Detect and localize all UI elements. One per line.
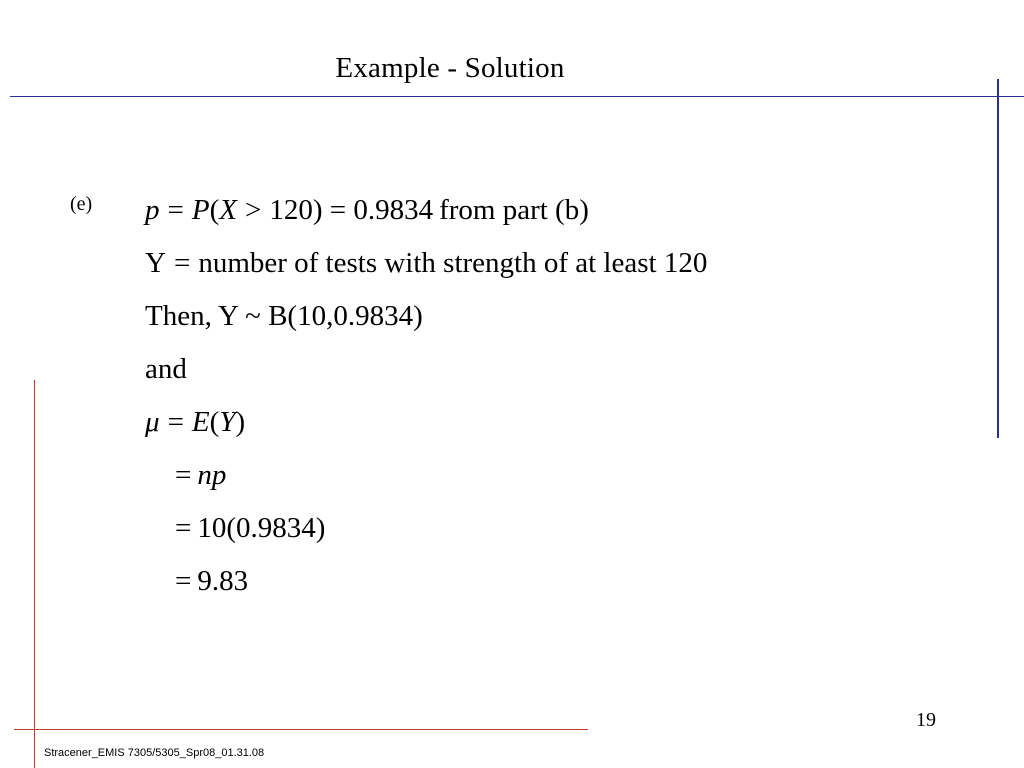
equals-sign: =: [173, 247, 191, 279]
accent-rule-horizontal: [14, 729, 588, 730]
equation-probability: [145, 196, 589, 225]
symbol-X: X: [219, 194, 237, 226]
equation-step-result: [175, 567, 248, 596]
title-rule-vertical: [997, 79, 999, 438]
probability-value: 120) = 0.9834: [269, 194, 434, 226]
equals-sign: =: [175, 459, 192, 491]
slide-title: Example - Solution: [335, 52, 565, 84]
distribution-statement: Then, Y ~ B(10,0.9834): [145, 300, 423, 332]
close-paren: ): [235, 406, 246, 438]
part-label: (e): [70, 193, 93, 215]
symbol-P: P: [191, 194, 210, 226]
equals-sign: =: [167, 194, 184, 226]
equation-step-np: [175, 461, 226, 490]
definition-text: number of tests with strength of at least 120: [198, 247, 708, 279]
expression-substitution: 10(0.9834): [197, 512, 326, 544]
symbol-p: p: [145, 194, 160, 226]
open-paren: (: [209, 194, 220, 226]
open-paren: (: [209, 406, 220, 438]
expression-np: np: [197, 459, 227, 491]
footer-text: Stracener_EMIS 7305/5305_Spr08_01.31.08: [44, 747, 265, 759]
equation-mean: [145, 408, 245, 437]
equals-sign: =: [167, 406, 184, 438]
connector-and: and: [145, 353, 187, 385]
symbol-mu: μ: [145, 406, 160, 438]
equals-sign: =: [175, 565, 192, 597]
symbol-Y: Y: [219, 406, 236, 438]
symbol-Y: Y: [145, 247, 166, 279]
accent-rule-vertical: [34, 380, 35, 768]
expression-result: 9.83: [197, 565, 249, 597]
page-number: 19: [916, 709, 936, 731]
definition-Y: [145, 249, 707, 278]
reference-text: from part (b): [439, 194, 589, 226]
equals-sign: =: [175, 512, 192, 544]
equation-step-substitution: [175, 514, 325, 543]
symbol-E: E: [191, 406, 210, 438]
title-rule-horizontal: [10, 96, 1024, 97]
greater-than-sign: >: [244, 194, 262, 226]
